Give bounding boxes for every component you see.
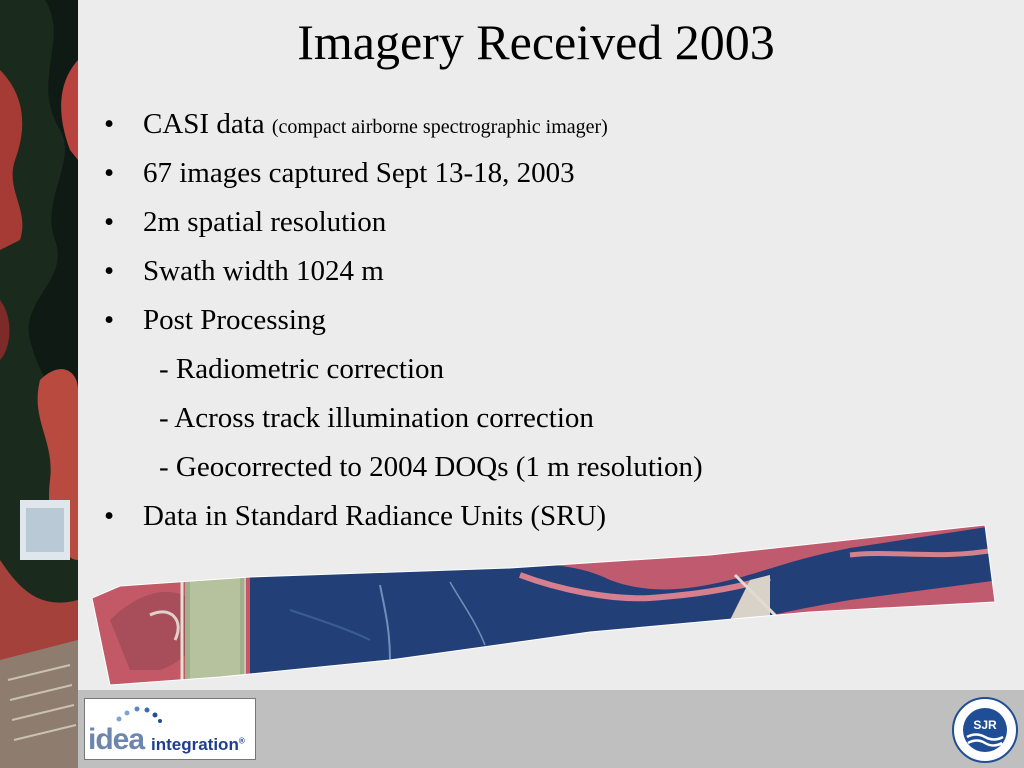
sjrwmd-seal-logo — [952, 697, 1018, 763]
bullet-text: Post Processing — [143, 304, 326, 336]
bullet-text: CASI data — [143, 108, 265, 140]
logo-text-integration: integration — [151, 735, 239, 754]
bullet-text: Swath width 1024 m — [143, 255, 384, 287]
bullet-text: 2m spatial resolution — [143, 206, 387, 238]
bullet-item — [100, 198, 703, 247]
bullet-marker: • — [104, 255, 115, 287]
bullet-marker: • — [104, 500, 115, 532]
registered-mark: ® — [238, 736, 245, 746]
slide-title: Imagery Received 2003 — [297, 14, 775, 70]
bullet-item — [100, 149, 703, 198]
bullet-item — [100, 247, 703, 296]
bullet-marker: • — [104, 304, 115, 336]
sub-item: - Geocorrected to 2004 DOQs (1 m resolution) — [159, 451, 703, 483]
casi-flightline-image — [90, 520, 1000, 690]
bullet-marker: • — [104, 108, 115, 140]
sub-item: - Radiometric correction — [159, 353, 445, 385]
logo-text-idea: idea — [88, 723, 145, 756]
bullet-marker: • — [104, 206, 115, 238]
bullet-subtext: (compact airborne spectrographic imager) — [271, 116, 608, 138]
idea-integration-logo — [84, 698, 256, 760]
seal-initials: SJR — [973, 718, 997, 732]
bullet-marker: • — [104, 157, 115, 189]
bullet-item — [100, 100, 703, 149]
bullet-list — [100, 100, 703, 541]
bullet-text: 67 images captured Sept 13-18, 2003 — [143, 157, 575, 189]
logo-dots-icon — [115, 701, 165, 723]
bullet-text: Data in Standard Radiance Units (SRU) — [143, 500, 607, 532]
aerial-image-left-strip — [0, 0, 78, 768]
sub-item: - Across track illumination correction — [159, 402, 594, 434]
bullet-item — [100, 296, 703, 345]
